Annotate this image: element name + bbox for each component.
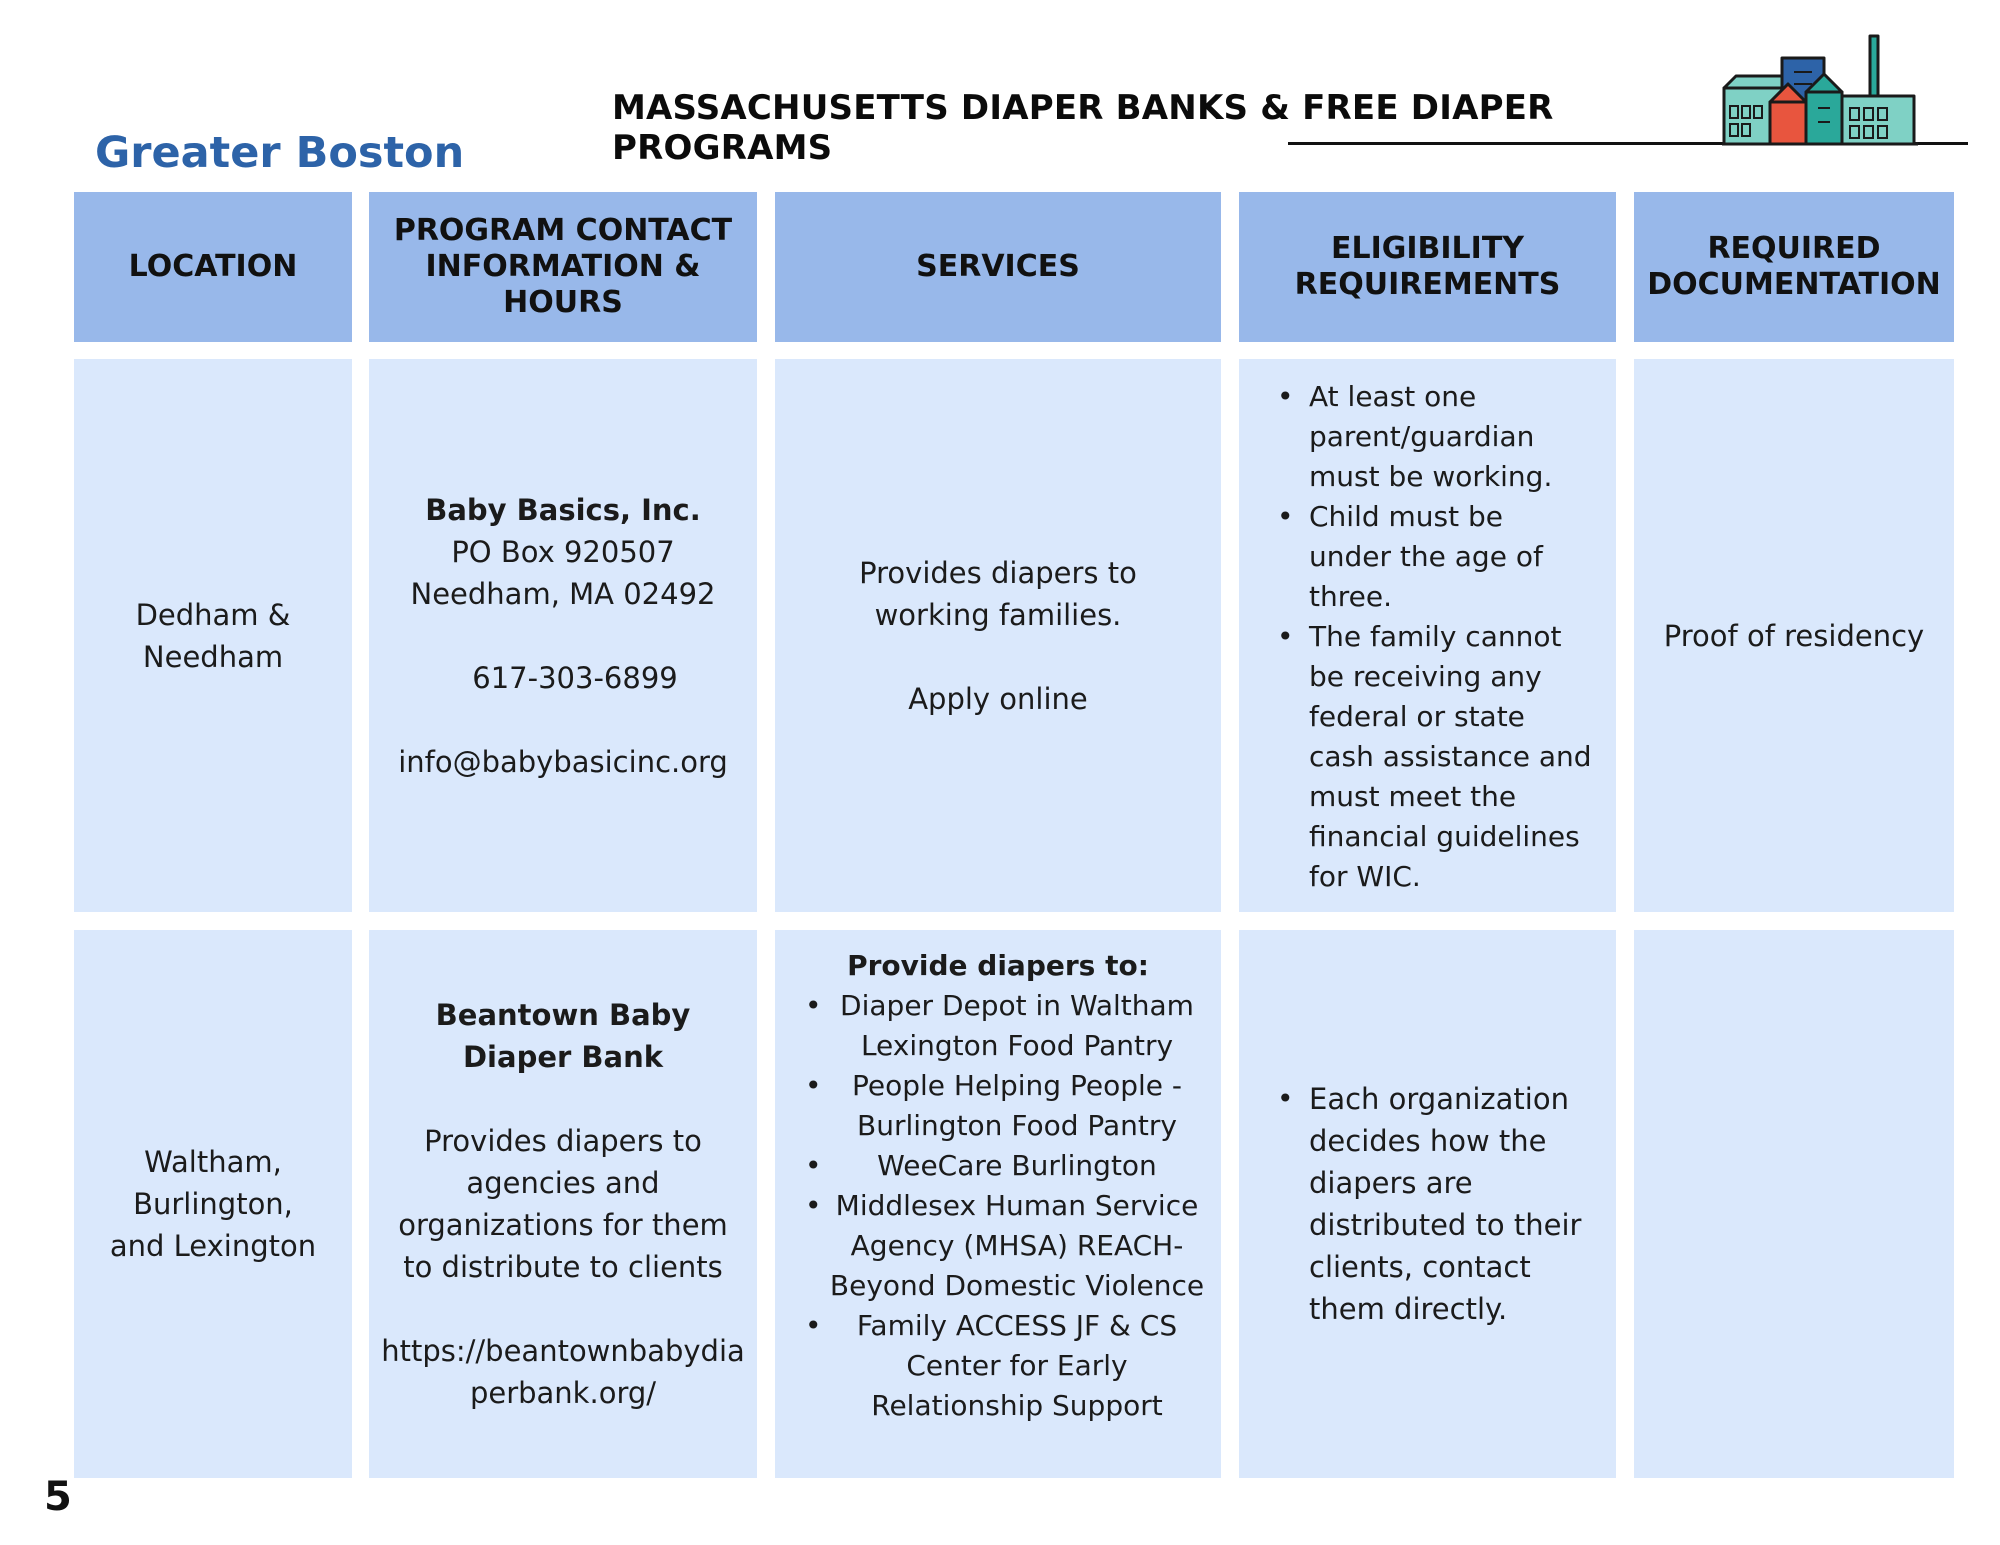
services-heading: Provide diapers to:	[847, 949, 1149, 982]
address-line-2: Needham, MA 02492	[410, 576, 716, 611]
eligibility-list	[1269, 1078, 1592, 1330]
services-cell	[775, 930, 1221, 1478]
documentation-text: Proof of residency	[1663, 618, 1925, 653]
email-link[interactable]: info@babybasicinc.org	[398, 744, 728, 779]
city-skyline-icon	[1722, 32, 1918, 146]
page-number: 5	[44, 1474, 72, 1520]
program-name: Baby Basics, Inc.	[425, 492, 701, 527]
eligibility-list	[1269, 377, 1592, 897]
list-item: • People Helping People - Burlington Food Pantry	[775, 1066, 1221, 1146]
location-cell	[74, 930, 352, 1478]
program-contact-cell	[369, 359, 757, 912]
column-header-eligibility: ELIGIBILITY REQUIREMENTS	[1239, 192, 1616, 342]
services-list	[775, 986, 1221, 1426]
website-link[interactable]: https://beantownbabydiaperbank.org/	[381, 1334, 745, 1410]
column-header-program-contact: PROGRAM CONTACT INFORMATION & HOURS	[369, 192, 757, 342]
list-item: • The family cannot be receiving any federal or state cash assistance and must meet the financial guidelines for WIC.	[1269, 617, 1592, 897]
location-cell	[74, 359, 352, 912]
list-item: • Middlesex Human Service Agency (MHSA) REACH- Beyond Domestic Violence	[775, 1186, 1221, 1306]
document-title: MASSACHUSETTS DIAPER BANKS & FREE DIAPER PROGRAMS	[612, 88, 1554, 168]
address-line-1: PO Box 920507	[451, 534, 675, 569]
eligibility-cell	[1239, 930, 1616, 1478]
phone-number[interactable]: 617-303-6899	[472, 660, 678, 695]
region-title: Greater Boston	[95, 128, 465, 178]
column-header-documentation: REQUIRED DOCUMENTATION	[1634, 192, 1954, 342]
list-item: • Child must be under the age of three.	[1269, 497, 1592, 617]
services-text: Provides diapers to working families.	[859, 555, 1137, 632]
list-item: • WeeCare Burlington	[775, 1146, 1221, 1186]
apply-online-link[interactable]: Apply online	[908, 681, 1088, 716]
list-item: • Diaper Depot in Waltham Lexington Food Pantry	[775, 986, 1221, 1066]
column-header-location: LOCATION	[74, 192, 352, 342]
eligibility-cell	[1239, 359, 1616, 912]
program-description: Provides diapers to agencies and organizations for them to distribute to clients	[398, 1124, 728, 1284]
location-text: Waltham, Burlington, and Lexington	[109, 1145, 317, 1263]
documentation-cell	[1634, 930, 1954, 1478]
list-item: • At least one parent/guardian must be working.	[1269, 377, 1592, 497]
column-header-services: SERVICES	[775, 192, 1221, 342]
program-contact-cell	[369, 930, 757, 1478]
documentation-cell	[1634, 359, 1954, 912]
list-item: • Each organization decides how the diapers are distributed to their clients, contact them directly.	[1269, 1078, 1592, 1330]
location-text: Dedham & Needham	[135, 597, 291, 674]
services-cell	[775, 359, 1221, 912]
program-name: Beantown Baby Diaper Bank	[435, 998, 691, 1074]
list-item: • Family ACCESS JF & CS Center for Early Relationship Support	[775, 1306, 1221, 1426]
